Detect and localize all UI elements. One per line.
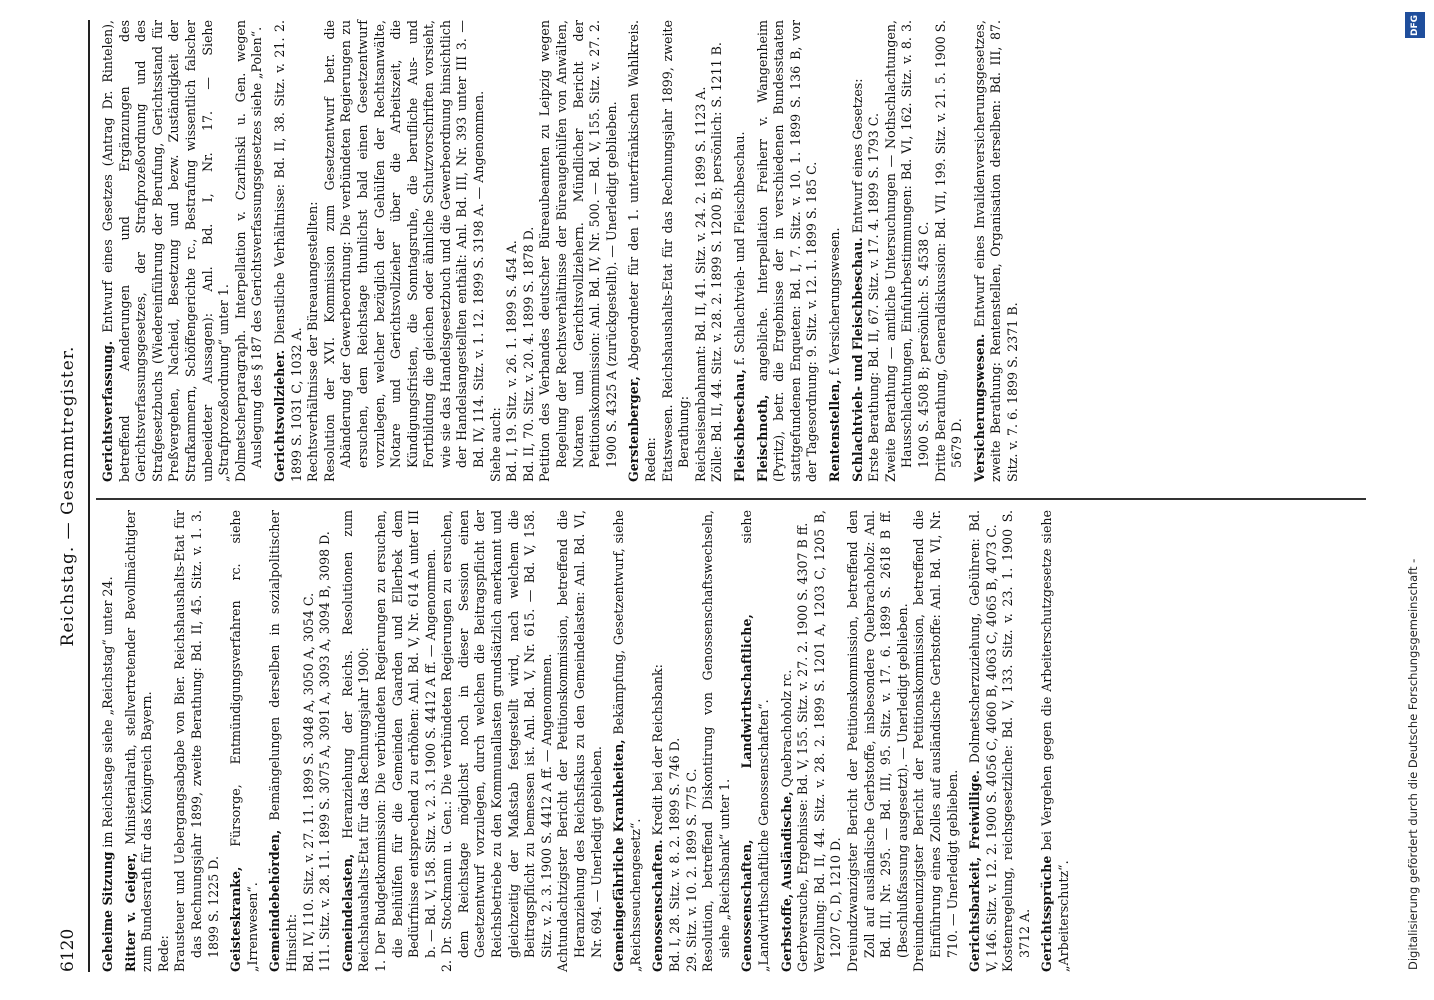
entry-headword: Gerichtsbarkeit, Freiwillige. [967, 770, 983, 972]
entry-text: Bd. I, 28. Sitz. v. 8. 2. 1899 S. 746 D. [667, 737, 682, 972]
entry-text: bei Vergehen gegen die Arbeiterschutzgesetze siehe „Arbeiterschutz“. [1039, 510, 1072, 972]
entry-text: Resolution der XVI. Kommission zum Gesetzentwurf betr. die Abänderung der Gewerbeordnung: Die verbündeten Regierungen zu ersuchen, dem Reichstage thunlichst bald einen Gesetzentwurf vorzulegen, welcher bezüglich der Gehülfen der Rechtsanwälte, Notare und Gerichtsvollzieher über die Arbeitszeit, die Kündigungsfristen, die Sonntagsruhe, die berufliche Aus- und Fortbildung die gleichen oder ähnliche Schutzvorschriften vorsieht, wie sie das Handelsgesetzbuch und die Gewerbeordnung hinsichtlich der Handelsangestellten enthält: Anl. Bd. III, Nr. 393 unter III 3. — Bd. IV, 114. Sitz. v. 1. 12. 1899 S. 3198 A. — Angenommen. [321, 20, 487, 482]
entry-text: Entwurf eines Invalidenversicherungsgesetzes, zweite Berathung: Rentenstellen, Organisation derselben: Bd. III, 87. Sitz. v. 7. 6. 1899 S. 2371 B. [971, 20, 1020, 482]
entry-headword: Genossenschaften. [650, 839, 666, 972]
entry-text: Verzollung: Bd. II, 44. Sitz. v. 28. 2. 1899 S. 1201 A, 1203 C, 1205 B, 1207 C, D, 1210 D. [811, 510, 844, 972]
entry-text: Reichseisenbahnamt: Bd. II, 41. Sitz. v. 24. 2. 1899 S. 1123 A. [692, 86, 708, 482]
entry-text: 1. Der Budgetkommission: Die verbündeten Regierungen zu ersuchen, die Beihülfen für die Gemeinden Gaarden und Ellerbek dem Bedürfnisse entsprechend zu erhöhen: Anl. Bd. V, Nr. 614 A unter III b. — Bd. V, 158. Sitz. v. 2. 3. 1900 S. 4412 A ff. — Angenommen. [372, 510, 438, 972]
entry-text: Kostenregelung, reichsgesetzliche: Bd. V, 133. Sitz. v. 23. 1. 1900 S. 3712 A. [1000, 510, 1032, 972]
entry-text: Bemängelungen derselben in sozialpolitischer Hinsicht: [267, 510, 299, 972]
entry-text: Zweite Berathung — amtliche Untersuchungen — Nothschlachtungen, Hausschlachtungen, Einfuhrbestimmungen: Bd. VI, 162. Sitz. v. 8. 3. 1900 S. 4508 B; persönlich: S. 4538 C. [882, 20, 931, 482]
entry-text: Rede: [155, 935, 171, 972]
entry-text: im Reichstage siehe „Reichstag“ unter 24. [100, 576, 115, 848]
entry-headword: Gerichtssprüche [1039, 855, 1055, 972]
entry-text: angebliche. Interpellation Freiherr v. Wangenheim (Pyritz), betr. die Ergebnisse der in verschiedenen Bundesstaaten stattgefundenen Enqueten: Bd. I, 7. Sitz. v. 10. 1. 1899 S. 136 B, vor der Tagesordnung: 9. Sitz. v. 12. 1. 1899 S. 185 C. [754, 20, 820, 482]
entry-text: Entwurf eines Gesetzes: [849, 78, 865, 234]
index-entry [626, 20, 726, 482]
page-header [58, 20, 84, 972]
entry-text: 111. Sitz. v. 28. 11. 1899 S. 3075 A, 3091 A, 3093 A, 3094 B, 3098 D. [317, 531, 333, 972]
index-entry [779, 510, 962, 972]
entry-text: Ministerialrath, stellvertretender Bevollmächtigter zum Bundesrath für das Königreich Bayern. [122, 510, 155, 972]
entry-text: Dreiundzwanzigster Bericht der Petitionskommission, betreffend den Zoll auf ausländische Gerbstoffe, insbesondere Quebrachoholz: Anl. Bd. III, Nr. 295. — Bd. III, 95. Sitz. v. 17. 6. 1899 S. 2618 B ff. (Beschlußfassung ausgesetzt). — Unerledigt geblieben. [844, 510, 910, 972]
entry-text: Kredit bei der Reichsbank: [650, 664, 666, 836]
entry-headword: Gerstenberger, [626, 376, 642, 482]
watermark [1402, 10, 1426, 990]
entry-text: Brausteuer und Uebergangsabgabe von Bier. Reichshaushalts-Etat für das Rechnungsjahr 1899, zweite Berathung: Bd. II, 45. Sitz. v. 1. 3. 1899 S. 1225 D. [172, 510, 221, 972]
watermark-text: Digitalisierung gefördert durch die Deutsche Forschungsgemeinschaft - [1406, 558, 1420, 970]
index-entry [972, 20, 1022, 482]
entry-headword: Versicherungswesen. [971, 333, 987, 482]
index-entry [967, 510, 1033, 972]
entry-text: 2. Dr. Stockmann u. Gen.: Die verbündeten Regierungen zu ersuchen, dem Reichstage möglichst noch in dieser Session einen Gesetzentwurf vorzulegen, durch welchen die Beitragspflicht der Reichsbetriebe zu den Kommunallasten grundsätzlich anerkannt und gleichzeitig der Maßstab festgestellt wird, nach welchem die Beitragspflicht zu bemessen ist. Anl. Bd. V, Nr. 615. — Bd. V, 158. Sitz. v. 2. 3. 1900 S. 4412 A ff. — Angenommen. [439, 510, 554, 972]
entry-text: Dreiundneunzigster Bericht der Petitionskommission, betreffend die Einführung eines Zolles auf ausländische Gerbstoffe: Anl. Bd. VI, Nr. 710. — Unerledigt geblieben. [911, 510, 960, 972]
entry-text: Erste Berathung: Bd. II, 67. Sitz. v. 17. 4. 1899 S. 1793 C. [866, 113, 882, 482]
entry-text: Quebrachoholz rc. [778, 669, 794, 788]
entry-text: Rechtsverhältnisse der Büreauangestellten: [305, 201, 321, 482]
entry-text: 29. Sitz. v. 10. 2. 1899 S. 775 C. [683, 768, 699, 972]
index-entry [611, 510, 644, 972]
index-entry [827, 20, 844, 482]
index-entry [739, 510, 772, 972]
right-column [100, 20, 1027, 482]
index-entry [732, 20, 749, 482]
entry-headword: Rentenstellen, [826, 379, 842, 482]
entry-text: Bekämpfung, Gesetzentwurf, siehe „Reichsseuchengesetz“. [611, 510, 643, 972]
index-entry [267, 510, 333, 972]
entry-text: Dolmetscherzuziehung, Gebühren: Bd. V, 146. Sitz. v. 12. 2. 1900 S. 4056 C, 4060 B, 4063 C, 4065 B, 4073 C. [967, 510, 999, 972]
entry-headword: Gemeingefährliche Krankheiten, [611, 739, 627, 972]
running-title: Reichstag. — Gesammtregister. [58, 345, 78, 647]
entry-text: Bd. IV, 110. Sitz. v. 27. 11. 1899 S. 3048 A, 3050 A, 3054 C. [300, 592, 316, 972]
index-entry [100, 20, 266, 482]
index-entry [1039, 510, 1072, 972]
index-entry [755, 20, 821, 482]
entry-text: Dritte Berathung, Generaldiskussion: Bd. VII, 199. Sitz. v. 21. 5. 1900 S. 5679 D. [932, 20, 965, 482]
left-column [100, 510, 1079, 972]
entry-text: Bd. II, 70. Sitz. v. 20. 4. 1899 S. 1878 D. [520, 226, 536, 482]
entry-text: Bd. I, 19. Sitz. v. 26. 1. 1899 S. 454 A. [504, 240, 520, 482]
entry-headword: Fleischbeschau, [731, 369, 747, 482]
entry-text: Heranziehung der Reichs. Resolutionen zum Reichshaushalts-Etat für das Rechnungsjahr 1900: [339, 510, 372, 972]
index-entry [850, 20, 966, 482]
entry-text: f. Versicherungswesen. [826, 227, 842, 376]
entry-text: Resolution, betreffend Diskontirung von Genossenschaftswechseln, siehe „Reichsbank“ unter 1. [700, 510, 732, 972]
entry-headword: Genossenschaften, Landwirthschaftliche, [739, 614, 755, 972]
entry-text: Entwurf eines Gesetzes (Antrag Dr. Rintelen), betreffend Aenderungen und Ergänzungen des Gerichtsverfassungsgesetzes, der Strafprozeßordnung und des Strafgesetzbuchs (Wiedereinführung der Berufung, Gerichtsstand für Preßvergehen, Nacheid, Besetzung und bezw. Zuständigkeit der Strafkammern, Schöffengerichte rc., Bestrafung wissentlich falscher unbeeideter Aussagen): Anl. Bd. I, Nr. 17. — Siehe „Strafprozeßordnung“ unter 1. [100, 20, 232, 482]
entry-headword: Gerbstoffe, Ausländische, [778, 791, 794, 972]
entry-text: f. Schlachtvieh- und Fleischbeschau. [731, 131, 747, 366]
entry-headword: Gemeindelasten, [339, 853, 355, 972]
entry-text: Fürsorge, Entmündigungsverfahren rc. siehe „Irrenwesen“. [228, 510, 260, 972]
entry-text: Siehe auch: [487, 407, 503, 482]
entry-text: Petition des Verbandes deutscher Büreaubeamten zu Leipzig wegen Regelung der Rechtsverhältnisse der Büreaugehülfen von Anwälten, Notaren und Gerichtsvollziehern. Mündlicher Bericht der Petitionskommission: Anl. Bd. IV, Nr. 500. — Bd. V, 155. Sitz. v. 27. 2. 1900 S. 4325 A (zurückgestellt). — Unerledigt geblieben. [537, 20, 619, 482]
entry-text: Etatswesen. Reichshaushalts-Etat für das Rechnungsjahr 1899, zweite Berathung: [659, 20, 692, 482]
entry-headword: Gerichtsverfassung. [100, 340, 115, 482]
entry-headword: Gerichtsvollzieher. [271, 349, 287, 482]
entry-text: Dolmetscherparagraph. Interpellation v. Czarlinski u. Gen. wegen Auslegung des § 187 des Gerichtsverfassungsgesetzes siehe „Polen“. [232, 20, 265, 482]
page-number: 6120 [58, 928, 78, 972]
entry-text: Zölle: Bd. II, 44. Sitz. v. 28. 2. 1899 S. 1200 B; persönlich: S. 1211 B. [709, 42, 725, 482]
entry-headword: Fleischnoth, [754, 394, 770, 482]
column-divider [96, 499, 1366, 501]
header-rule [88, 20, 90, 972]
entry-text: Achtundachtzigster Bericht der Petitionskommission, betreffend die Heranziehung des Reichsfiskus zu den Gemeindelasten: Anl. Bd. VI, Nr. 694. — Unerledigt geblieben. [555, 510, 604, 972]
entry-headword: Geisteskranke, [228, 866, 244, 972]
index-entry [228, 510, 261, 972]
entry-text: Abgeordneter für den 1. unterfränkischen Wahlkreis. Reden: [626, 20, 658, 482]
entry-headword: Geheime Sitzung [100, 851, 115, 972]
entry-headword: Ritter v. Geiger, [122, 852, 138, 972]
index-entry [272, 20, 620, 482]
index-entry [100, 510, 117, 972]
entry-headword: Gemeindebehörden, [267, 829, 283, 972]
index-entry [650, 510, 733, 972]
dfg-logo-icon: DFG [1405, 12, 1425, 38]
index-entry [340, 510, 606, 972]
index-entry [123, 510, 223, 972]
entry-text: Dienstliche Verhältnisse: Bd. II, 38. Sitz. v. 21. 2. 1899 S. 1031 C, 1032 A. [271, 20, 304, 482]
entry-headword: Schlachtvieh- und Fleischbeschau. [849, 237, 865, 482]
entry-text: siehe „Landwirthschaftliche Genossenschaften“. [739, 510, 771, 972]
entry-text: Gerbversuche, Ergebnisse: Bd. V, 155. Sitz. v. 27. 2. 1900 S. 4307 B ff. [795, 522, 811, 972]
